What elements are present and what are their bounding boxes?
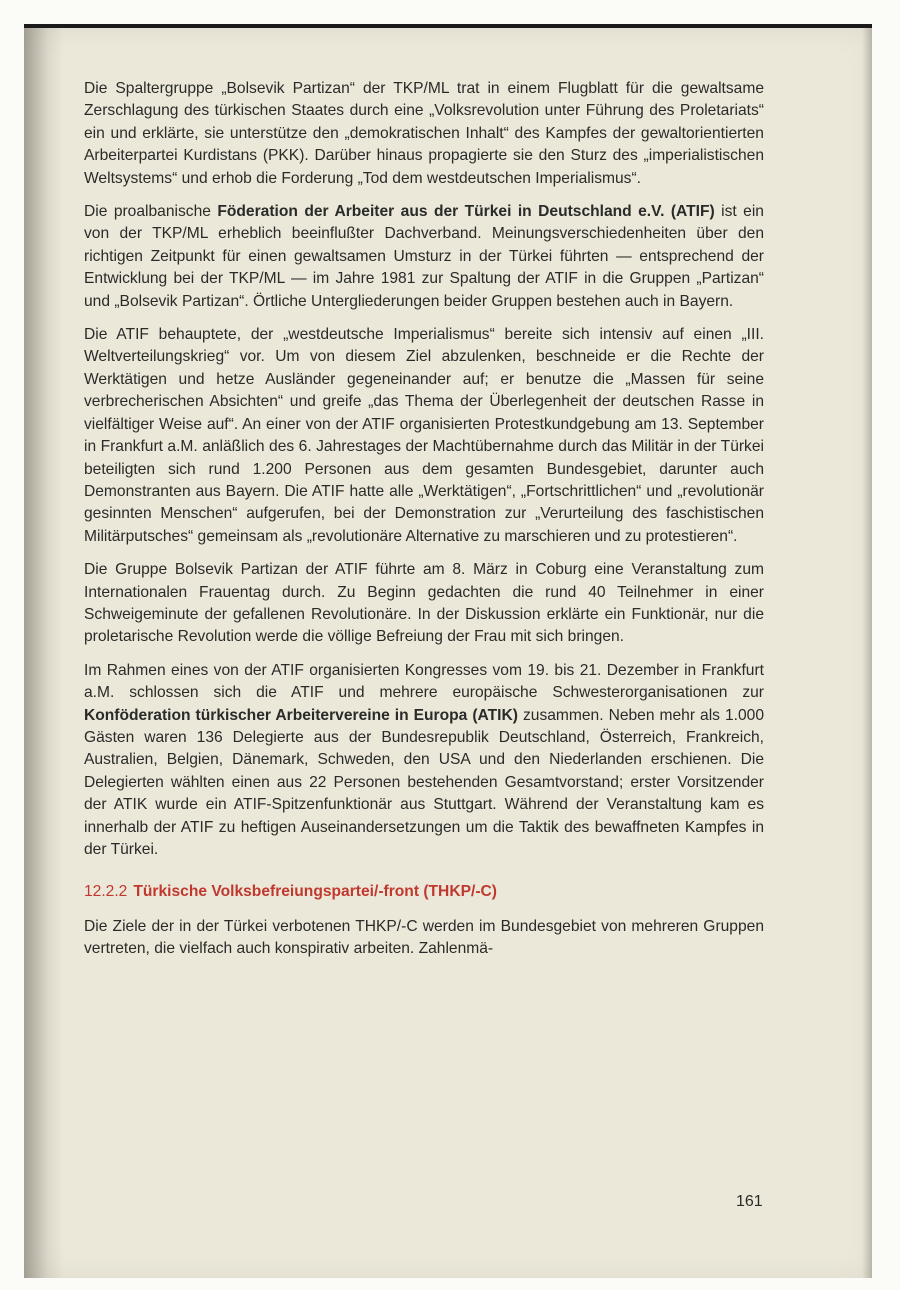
page-body xyxy=(84,78,764,972)
paragraph-bolsevik-partizan: Die Spaltergruppe „Bolsevik Partizan“ der TKP/ML trat in einem Flugblatt für die gewaltsame Zerschlagung des türkischen Staates durch eine „Volksrevolution unter Führung des Proletariats“ ein und erklärte, sie unterstütze den „demokratischen Inhalt“ des Kampfes der gewaltorientierten Arbeiterpartei Kurdistans (PKK). Darüber hinaus propagierte sie den Sturz des „imperialistischen Weltsystems“ und erhob die Forderung „Tod dem westdeutschen Imperialismus“. xyxy=(84,80,764,187)
paragraph-atif-claims: Die ATIF behauptete, der „westdeutsche Imperialismus“ bereite sich intensiv auf einen „III. Weltverteilungskrieg“ vor. Um von diesem Ziel abzulenken, beschneide er die Rechte der Werktätigen und hetze Ausländer gegeneinander auf; er benutze die „Massen für seine verbrecherischen Absichten“ und greife „das Thema der Überlegenheit der deutschen Rasse in vielfältiger Weise auf“. An einer von der ATIF organisierten Protestkundgebung am 13. September in Frankfurt a.M. anläßlich des 6. Jahrestages der Machtübernahme durch das Militär in der Türkei beteiligten sich rund 1.200 Personen aus dem gesamten Bundesgebiet, darunter auch Demonstranten aus Bayern. Die ATIF hatte alle „Werktätigen“, „Fortschrittlichen“ und „revolutionär gesinnten Menschen“ aufgerufen, bei der Demonstration zur „Verurteilung des faschistischen Militärputsches“ gemeinsam als „revolutionäre Alternative zu marschieren und zu protestieren“. xyxy=(84,326,764,545)
paragraph-atik-congress: Im Rahmen eines von der ATIF organisierten Kongresses vom 19. bis 21. Dezember in Frankfurt a.M. schlossen sich die ATIF und mehrere europäische Schwesterorganisationen zur Konföderation türkischer Arbeitervereine in Europa (ATIK) zusammen. Neben mehr als 1.000 Gästen waren 136 Delegierte aus der Bundesrepublik Deutschland, Österreich, Frankreich, Australien, Belgien, Dänemark, Schweden, den USA und den Niederlanden erschienen. Die Delegierten wählten einen aus 22 Personen bestehenden Gesamtvorstand; erster Vorsitzender der ATIK wurde ein ATIF-Spitzenfunktionär aus Stuttgart. Während der Veranstaltung kam es innerhalb der ATIF zu heftigen Auseinandersetzungen um die Taktik des bewaffneten Kampfes in der Türkei. xyxy=(84,661,764,858)
paragraph-thkp: Die Ziele der in der Türkei verbotenen THKP/-C werden im Bundesgebiet von mehreren Gruppen vertreten, die vielfach auch konspirativ arbeiten. Zahlenmä- xyxy=(84,917,764,958)
binding-shadow xyxy=(24,28,64,1278)
page-number: 161 xyxy=(736,1193,763,1210)
atif-term: Föderation der Arbeiter aus der Türkei in Deutschland e.V. (ATIF) xyxy=(217,203,715,221)
paragraph-coburg: Die Gruppe Bolsevik Partizan der ATIF führte am 8. März in Coburg eine Veranstaltung zum Internationalen Frauentag durch. Zu Beginn gedachten die rund 40 Teilnehmer in einer Schweigeminute der gefallenen Revolutionäre. In der Diskussion erklärte ein Funktionär, nur die proletarische Revolution werde die völlige Befreiung der Frau mit sich bringen. xyxy=(84,561,764,646)
atik-term: Konföderation türkischer Arbeitervereine in Europa (ATIK) xyxy=(84,706,518,724)
page-edge-shadow xyxy=(862,28,872,1278)
paragraph-atif: Die proalbanische Föderation der Arbeiter aus der Türkei in Deutschland e.V. (ATIF) ist ein von der TKP/ML erheblich beeinflußter Dachverband. Meinungsverschiedenheiten über den richtigen Zeitpunkt für einen gewaltsamen Umsturz in der Türkei führten — entsprechend der Entwicklung bei der TKP/ML — im Jahre 1981 zur Spaltung der ATIF in die Gruppen „Partizan“ und „Bolsevik Partizan“. Örtliche Untergliederungen beider Gruppen bestehen auch in Bayern. xyxy=(84,203,764,310)
section-title: Türkische Volksbefreiungspartei/-front (THKP/-C) xyxy=(133,883,497,901)
section-number: 12.2.2 xyxy=(84,883,128,901)
section-heading xyxy=(84,881,764,903)
